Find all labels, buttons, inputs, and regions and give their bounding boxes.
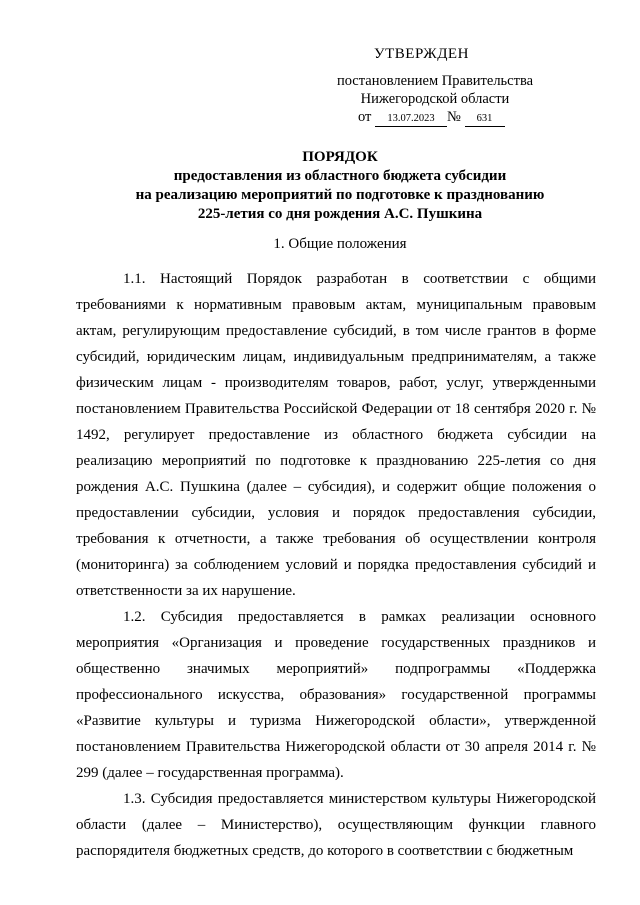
title-line-3: на реализацию мероприятий по подготовке к празднованию bbox=[135, 187, 545, 203]
paragraph-1-3: 1.3. Субсидия предоставляется министерством культуры Нижегородской области (далее – Министерство), осуществляющим функции главного распорядителя бюджетных средств, до которого в соответствии с бюджетным bbox=[76, 791, 596, 859]
approval-date: 13.07.2023 bbox=[375, 112, 447, 127]
approval-line-2: Нижегородской области bbox=[360, 91, 510, 107]
approved-heading: УТВЕРЖДЕН bbox=[374, 46, 469, 62]
approval-date-line bbox=[358, 108, 505, 127]
approval-number: 631 bbox=[465, 112, 505, 127]
section-heading: 1. Общие положения bbox=[273, 236, 407, 252]
date-prefix: от bbox=[358, 109, 372, 125]
paragraph-1-1: 1.1. Настоящий Порядок разработан в соответствии с общими требованиями к нормативным правовым актам, муниципальным правовым актам, регулирующим предоставление субсидий, в том числе грантов в форме субсидий, юридическим лицам, индивидуальным предпринимателям, а также физическим лицам - производителям товаров, работ, услуг, утвержденными постановлением Правительства Российской Федерации от 18 сентября 2020 г. № 1492, регулирует предоставление из областного бюджета субсидии на реализацию мероприятий по подготовке к празднованию 225-летия со дня рождения А.С. Пушкина (далее – субсидия), и содержит общие положения о предоставлении субсидии, условия и порядок предоставления субсидии, требования к отчетности, а также требования об осуществлении контроля (мониторинга) за соблюдением условий и порядка предоставления субсидий и ответственности за их нарушение. bbox=[76, 271, 596, 599]
approval-line-1: постановлением Правительства bbox=[336, 73, 534, 89]
title-line-4: 225-летия со дня рождения А.С. Пушкина bbox=[197, 206, 483, 222]
paragraph-1-2: 1.2. Субсидия предоставляется в рамках реализации основного мероприятия «Организация и проведение государственных праздников и общественно значимых мероприятий» подпрограммы «Поддержка профессионального искусства, образования» государственной программы «Развитие культуры и туризма Нижегородской области», утвержденной постановлением Правительства Нижегородской области от 30 апреля 2014 г. № 299 (далее – государственная программа). bbox=[76, 609, 596, 781]
document-title bbox=[60, 148, 620, 224]
title-line-2: предоставления из областного бюджета субсидии bbox=[173, 168, 507, 184]
title-line-1: ПОРЯДОК bbox=[302, 149, 378, 165]
number-prefix: № bbox=[447, 109, 461, 125]
body-text bbox=[76, 266, 596, 864]
